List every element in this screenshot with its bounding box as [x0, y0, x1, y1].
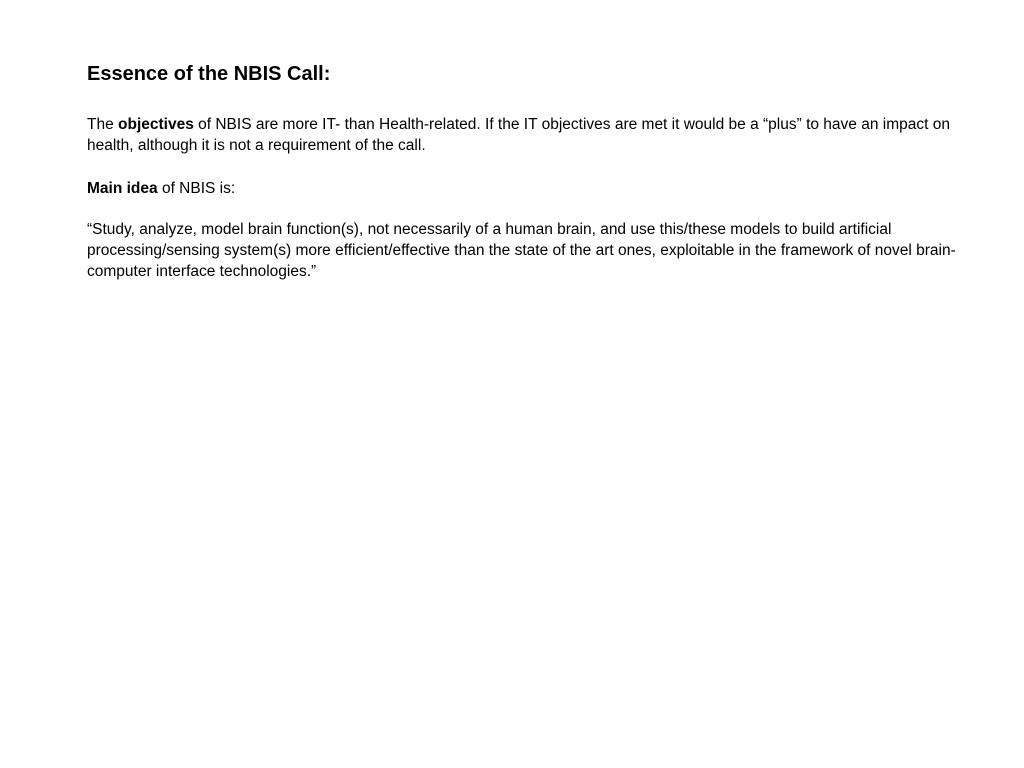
- slide-content: [87, 60, 967, 282]
- slide-title: Essence of the NBIS Call:: [87, 63, 331, 85]
- objectives-prefix: The: [87, 116, 119, 133]
- objectives-text: of NBIS are more IT- than Health-related. If the IT objectives are met it would be a “plus” to have an impact on health, although it is not a requirement of the call.: [87, 116, 950, 154]
- main-idea-text: of NBIS is:: [157, 180, 236, 197]
- main-idea-quote: “Study, analyze, model brain function(s), not necessarily of a human brain, and use this/these models to build artificial processing/sensing system(s) more efficient/effective than the state of the art ones, exploitable in the framework of novel brain-computer interface technologies.”: [87, 221, 956, 280]
- objectives-term: objectives: [118, 116, 194, 133]
- main-idea-paragraph: [87, 178, 967, 199]
- objectives-paragraph: [87, 114, 967, 156]
- main-idea-term: Main idea: [87, 180, 158, 197]
